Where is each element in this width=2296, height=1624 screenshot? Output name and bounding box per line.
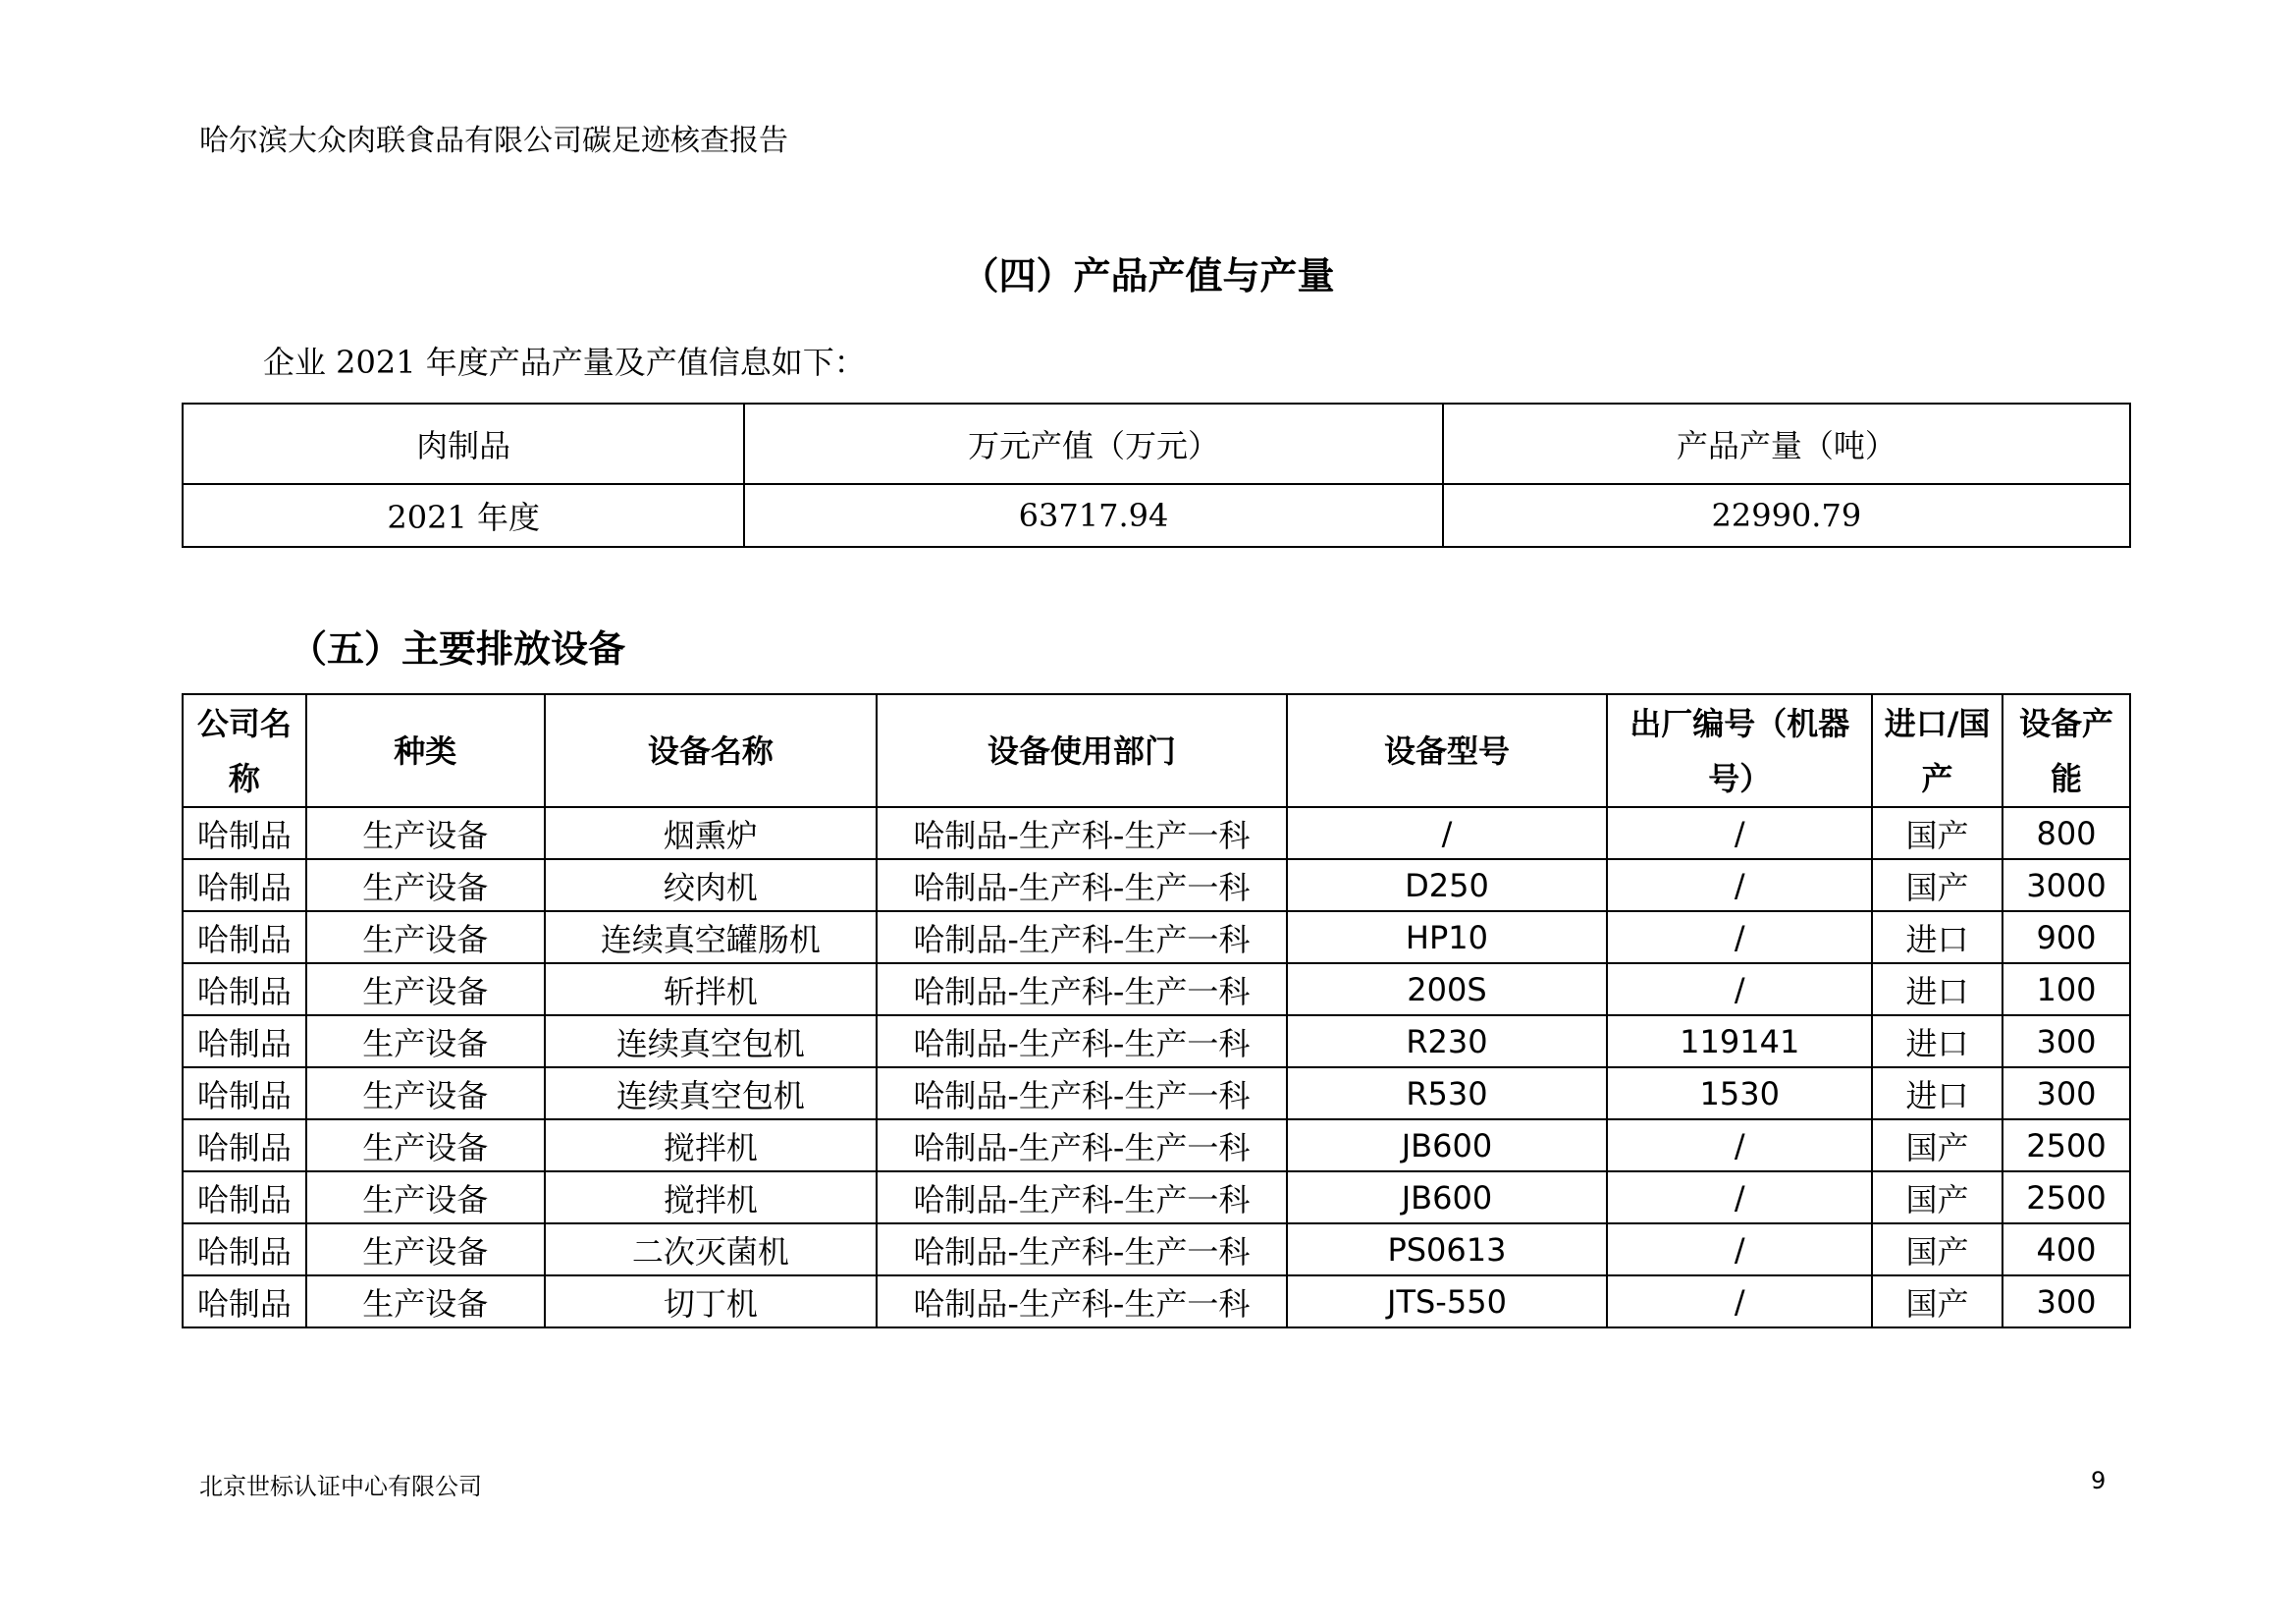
table-cell: 3000 (2002, 859, 2130, 911)
table-cell: 连续真空包机 (545, 1067, 878, 1119)
table-cell: 连续真空包机 (545, 1015, 878, 1067)
table-cell: 哈制品-生产科-生产一科 (877, 859, 1286, 911)
equipment-header-cell: 设备使用部门 (877, 694, 1286, 807)
table-cell: / (1607, 963, 1872, 1015)
equipment-table-body (183, 807, 2130, 1327)
table-cell: 哈制品-生产科-生产一科 (877, 1171, 1286, 1223)
table-cell: 哈制品-生产科-生产一科 (877, 1223, 1286, 1275)
table-cell: 哈制品 (183, 1067, 306, 1119)
table-cell: 119141 (1607, 1015, 1872, 1067)
table-cell: 1530 (1607, 1067, 1872, 1119)
table-cell: 400 (2002, 1223, 2130, 1275)
table-row (183, 807, 2130, 859)
table-cell: 哈制品 (183, 1119, 306, 1171)
table-cell: 生产设备 (306, 911, 545, 963)
table-cell: 生产设备 (306, 963, 545, 1015)
table-cell: 进口 (1872, 1067, 2002, 1119)
equipment-table-header (183, 694, 2130, 807)
table-cell: 国产 (1872, 1223, 2002, 1275)
table-cell: 斩拌机 (545, 963, 878, 1015)
table-cell: 切丁机 (545, 1275, 878, 1327)
table-cell: 哈制品-生产科-生产一科 (877, 1067, 1286, 1119)
table-cell: 哈制品-生产科-生产一科 (877, 911, 1286, 963)
table-cell: JTS-550 (1287, 1275, 1608, 1327)
production-header-cell: 肉制品 (183, 404, 744, 484)
table-cell: 国产 (1872, 1119, 2002, 1171)
equipment-header-cell: 设备名称 (545, 694, 878, 807)
table-cell: / (1607, 1119, 1872, 1171)
table-cell: 哈制品 (183, 911, 306, 963)
table-cell: R530 (1287, 1067, 1608, 1119)
table-cell: 200S (1287, 963, 1608, 1015)
table-cell: 生产设备 (306, 1067, 545, 1119)
production-table (182, 403, 2131, 548)
table-cell: 生产设备 (306, 1275, 545, 1327)
table-cell: / (1607, 911, 1872, 963)
equipment-header-cell: 进口/国产 (1872, 694, 2002, 807)
table-row (183, 1067, 2130, 1119)
table-cell: 生产设备 (306, 1171, 545, 1223)
table-cell: 哈制品-生产科-生产一科 (877, 1119, 1286, 1171)
table-cell: 搅拌机 (545, 1171, 878, 1223)
equipment-header-cell: 种类 (306, 694, 545, 807)
table-row (183, 1275, 2130, 1327)
equipment-table (182, 693, 2131, 1328)
table-cell: 800 (2002, 807, 2130, 859)
table-cell: / (1607, 1171, 1872, 1223)
table-cell: 哈制品-生产科-生产一科 (877, 963, 1286, 1015)
production-cell: 22990.79 (1443, 484, 2130, 547)
table-row (183, 1223, 2130, 1275)
section4-intro: 企业 2021 年度产品产量及产值信息如下： (263, 344, 866, 381)
table-cell: 烟熏炉 (545, 807, 878, 859)
table-cell: 900 (2002, 911, 2130, 963)
table-cell: 生产设备 (306, 1223, 545, 1275)
production-table-row (183, 484, 2130, 547)
table-row (183, 859, 2130, 911)
page-number: 9 (2091, 1467, 2107, 1494)
table-row (183, 1119, 2130, 1171)
table-cell: 哈制品 (183, 1275, 306, 1327)
production-cell: 63717.94 (744, 484, 1442, 547)
table-cell: 300 (2002, 1067, 2130, 1119)
equipment-header-cell: 出厂编号（机器号） (1607, 694, 1872, 807)
table-cell: 国产 (1872, 807, 2002, 859)
production-header-cell: 产品产量（吨） (1443, 404, 2130, 484)
report-header: 哈尔滨大众肉联食品有限公司碳足迹核查报告 (199, 124, 788, 158)
table-cell: 哈制品 (183, 963, 306, 1015)
table-cell: 哈制品 (183, 1171, 306, 1223)
table-cell: 绞肉机 (545, 859, 878, 911)
production-header-cell: 万元产值（万元） (744, 404, 1442, 484)
table-cell: 连续真空罐肠机 (545, 911, 878, 963)
table-cell: 2500 (2002, 1119, 2130, 1171)
table-cell: 300 (2002, 1015, 2130, 1067)
table-cell: 国产 (1872, 1275, 2002, 1327)
table-cell: / (1607, 859, 1872, 911)
table-cell: 二次灭菌机 (545, 1223, 878, 1275)
table-cell: 哈制品 (183, 1015, 306, 1067)
table-cell: / (1607, 1275, 1872, 1327)
table-cell: D250 (1287, 859, 1608, 911)
table-row (183, 963, 2130, 1015)
equipment-header-cell: 设备型号 (1287, 694, 1608, 807)
table-cell: 国产 (1872, 1171, 2002, 1223)
table-cell: JB600 (1287, 1171, 1608, 1223)
table-cell: 生产设备 (306, 859, 545, 911)
table-row (183, 1015, 2130, 1067)
table-cell: 生产设备 (306, 1015, 545, 1067)
footer-organization: 北京世标认证中心有限公司 (199, 1473, 482, 1500)
table-cell: 哈制品-生产科-生产一科 (877, 1275, 1286, 1327)
section4-heading: （四）产品产值与产量 (961, 253, 1335, 298)
table-cell: 生产设备 (306, 1119, 545, 1171)
table-cell: 进口 (1872, 911, 2002, 963)
table-row (183, 911, 2130, 963)
table-cell: / (1607, 807, 1872, 859)
table-row (183, 1171, 2130, 1223)
table-cell: 哈制品-生产科-生产一科 (877, 807, 1286, 859)
table-cell: JB600 (1287, 1119, 1608, 1171)
table-cell: 搅拌机 (545, 1119, 878, 1171)
table-cell: 哈制品-生产科-生产一科 (877, 1015, 1286, 1067)
table-cell: 哈制品 (183, 1223, 306, 1275)
table-cell: 国产 (1872, 859, 2002, 911)
table-cell: 哈制品 (183, 807, 306, 859)
table-cell: PS0613 (1287, 1223, 1608, 1275)
equipment-header-cell: 设备产能 (2002, 694, 2130, 807)
table-cell: R230 (1287, 1015, 1608, 1067)
production-cell: 2021 年度 (183, 484, 744, 547)
table-cell: 300 (2002, 1275, 2130, 1327)
equipment-header-cell: 公司名称 (183, 694, 306, 807)
table-cell: HP10 (1287, 911, 1608, 963)
production-table-header (183, 404, 2130, 484)
table-cell: 生产设备 (306, 807, 545, 859)
table-cell: 2500 (2002, 1171, 2130, 1223)
table-cell: / (1287, 807, 1608, 859)
table-cell: / (1607, 1223, 1872, 1275)
section5-heading: （五）主要排放设备 (290, 626, 626, 671)
table-cell: 进口 (1872, 963, 2002, 1015)
table-cell: 100 (2002, 963, 2130, 1015)
table-cell: 进口 (1872, 1015, 2002, 1067)
table-cell: 哈制品 (183, 859, 306, 911)
